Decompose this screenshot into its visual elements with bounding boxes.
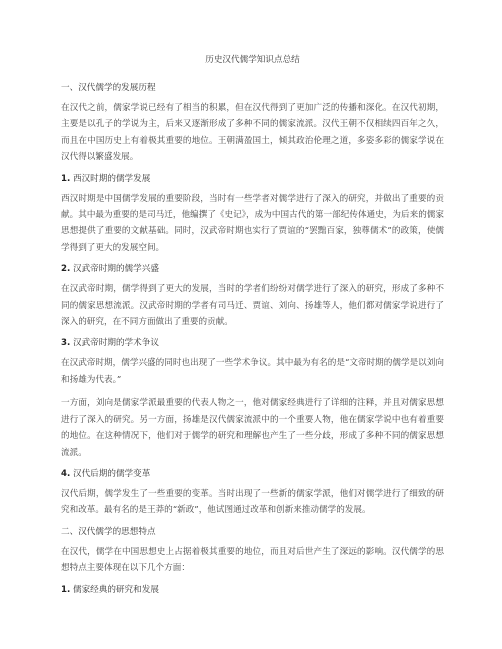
section-heading: 一、汉代儒学的发展历程: [61, 83, 156, 93]
subsection-number: 4.: [61, 468, 71, 479]
subsection-title: 西汉时期的儒学发展: [72, 173, 151, 184]
paragraph: 汉代后期，儒学发生了一些重要的变革。当时出现了一些新的儒家学派，他们对儒学进行了细致的研究和改革。最有名的是王莽的“新政”，他试图通过改革和创新来推动儒学的发展。: [61, 488, 444, 516]
section-intro-paragraph: 在汉代之前，儒家学说已经有了相当的积累，但在汉代得到了更加广泛的传播和深化。在汉代初期，主要是以孔子的学说为主，后来又逐渐形成了多种不同的儒家流派。汉代王朝不仅相续四百年之久，而且在中国历史上有着极其重要的地位。王朝满盈国土，倾其政治伦理之道，多姿多彩的儒家学说在汉代得以繁盛发展。: [61, 103, 444, 163]
subsection-title: 汉代后期的儒学变革: [72, 468, 151, 479]
subsection-number: 1.: [61, 584, 71, 595]
section-intro-paragraph: 在汉代，儒学在中国思想史上占据着极其重要的地位，而且对后世产生了深远的影响。汉代儒学的思想特点主要体现在以下几个方面：: [61, 546, 444, 574]
subsection-heading: [61, 584, 444, 596]
document-title: 历史汉代儒学知识点总结: [205, 55, 300, 65]
subsection-number: 1.: [61, 173, 71, 184]
subsection-number: 3.: [61, 338, 71, 349]
subsection-heading: [61, 173, 444, 185]
subsection-title: 汉武帝时期的学术争议: [72, 338, 159, 349]
paragraph: 西汉时期是中国儒学发展的重要阶段，当时有一些学者对儒学进行了深入的研究，并做出了重要的贡献。其中最为重要的是司马迁，他编撰了《史记》，成为中国古代的第一部纪传体通史，为后来的儒家思想提供了重要的文献基础。同时，汉武帝时期也实行了贾谊的“罢黜百家，独尊儒术”的政策，使儒学得到了更大的发展空间。: [61, 193, 444, 253]
paragraph: 一方面，刘向是儒家学派最重要的代表人物之一，他对儒家经典进行了详细的注释，并且对儒家思想进行了深入的研究。另一方面，扬雄是汉代儒家流派中的一个重要人物，他在儒家学说中也有着重要的地位。在这种情况下，他们对于儒学的研究和理解也产生了一些分歧，形成了多种不同的儒家思想流派。: [61, 398, 444, 458]
subsection-heading: [61, 337, 444, 349]
section-heading: 二、汉代儒学的思想特点: [61, 526, 156, 537]
subsection-heading: [61, 263, 444, 275]
subsection-title: 儒家经典的研究和发展: [72, 584, 159, 595]
paragraph: 在汉武帝时期，儒学得到了更大的发展，当时的学者们纷纷对儒学进行了深入的研究，形成了多种不同的儒家思想流派。汉武帝时期的学者有司马迁、贾谊、刘向、扬雄等人，他们都对儒家学说进行了深入的研究，在不同方面做出了重要的贡献。: [61, 284, 444, 328]
subsection-title: 汉武帝时期的儒学兴盛: [72, 264, 159, 275]
subsection-number: 2.: [61, 264, 71, 275]
subsection-heading: [61, 468, 444, 480]
paragraph: 在汉武帝时期，儒学兴盛的同时也出现了一些学术争议。其中最为有名的是“文帝时期的儒学是以刘向和扬雄为代表。”: [61, 358, 444, 385]
